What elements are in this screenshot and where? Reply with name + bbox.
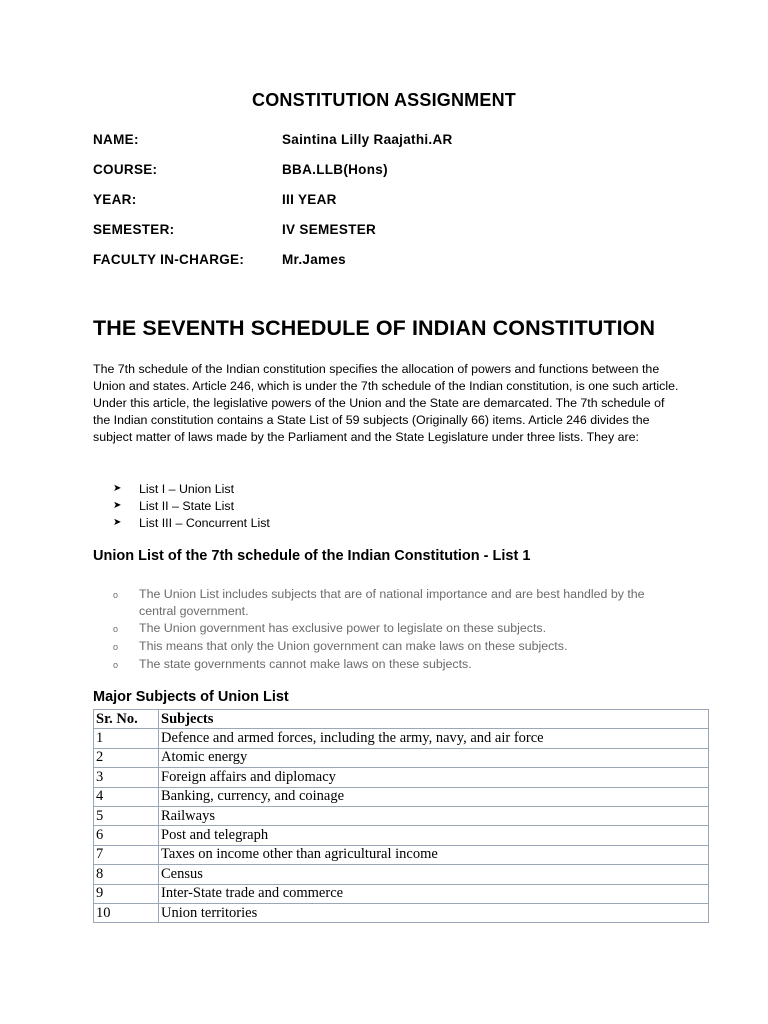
table-header-row [94,710,709,729]
arrow-bullet-icon: ➤ [113,500,122,511]
table-cell: Atomic energy [159,748,709,767]
info-row-course [93,154,453,184]
info-value: III YEAR [282,191,337,207]
list-item [113,656,683,674]
list-item-text: The state governments cannot make laws on these subjects. [139,657,472,671]
table-row [94,884,709,903]
list-item [113,620,683,638]
list-item-text: The Union government has exclusive power to legislate on these subjects. [139,621,547,635]
arrow-bullet-icon: ➤ [113,517,122,528]
list-item [113,514,270,531]
circle-bullet-icon: o [113,642,119,652]
info-row-semester [93,214,453,244]
table-row [94,845,709,864]
table-cell: 4 [94,787,159,806]
table-cell: 3 [94,768,159,787]
info-value: Saintina Lilly Raajathi.AR [282,131,453,147]
table-row [94,768,709,787]
list-item-text: List III – Concurrent List [139,515,270,530]
table-cell: Census [159,865,709,884]
table-cell: Post and telegraph [159,826,709,845]
table-row [94,826,709,845]
union-list-heading: Union List of the 7th schedule of the Indian Constitution - List 1 [93,548,531,564]
circle-bullet-icon: o [113,590,119,600]
table-cell: Inter-State trade and commerce [159,884,709,903]
info-row-name [93,124,453,154]
table-row [94,787,709,806]
table-row [94,865,709,884]
table-cell: 8 [94,865,159,884]
info-row-year [93,184,453,214]
info-label: NAME: [93,131,139,147]
table-heading: Major Subjects of Union List [93,689,289,705]
circle-bullet-icon: o [113,660,119,670]
subjects-table [93,709,709,923]
intro-paragraph: The 7th schedule of the Indian constitution specifies the allocation of powers and functions between the Union and states. Article 246, which is under the 7th schedule of the Indian constitution, is one such article. Under this article, the legislative powers of the Union and the State are demarcated. The 7th schedule of the Indian constitution contains a State List of 59 subjects (Originally 66) items. Article 246 divides the subject matter of laws made by the Parliament and the State Legislature under three lists. They are: [93,362,679,444]
table-cell: 5 [94,806,159,825]
table-cell: Foreign affairs and diplomacy [159,768,709,787]
table-cell: 6 [94,826,159,845]
table-cell: Defence and armed forces, including the army, navy, and air force [159,729,709,748]
info-label: YEAR: [93,191,137,207]
table-cell: Railways [159,806,709,825]
document-title: CONSTITUTION ASSIGNMENT [252,90,516,110]
table-cell: 1 [94,729,159,748]
header-cell: Subjects [159,710,709,729]
info-value: IV SEMESTER [282,221,377,237]
student-info [93,124,453,274]
table-cell: Banking, currency, and coinage [159,787,709,806]
list-item [113,586,683,620]
circle-bullet-icon: o [113,624,119,634]
lists-bullet-list [113,480,270,531]
table-row [94,748,709,767]
table-cell: 10 [94,903,159,922]
list-item [113,497,270,514]
section-heading: THE SEVENTH SCHEDULE OF INDIAN CONSTITUTION [93,316,656,340]
info-label: SEMESTER: [93,221,175,237]
table-cell: Taxes on income other than agricultural income [159,845,709,864]
table-row [94,903,709,922]
union-points-list [113,586,683,674]
table-row [94,806,709,825]
list-item [113,638,683,656]
info-row-faculty [93,244,453,274]
list-item [113,480,270,497]
table-row [94,729,709,748]
list-item-text: List II – State List [139,498,235,513]
arrow-bullet-icon: ➤ [113,483,122,494]
table-cell: 7 [94,845,159,864]
table-cell: 9 [94,884,159,903]
info-label: COURSE: [93,161,158,177]
list-item-text: List I – Union List [139,481,235,496]
info-value: BBA.LLB(Hons) [282,161,388,177]
list-item-text: The Union List includes subjects that are of national importance and are best handled by the central government. [139,587,645,618]
table-cell: Union territories [159,903,709,922]
list-item-text: This means that only the Union government can make laws on these subjects. [139,639,568,653]
table-cell: 2 [94,748,159,767]
info-value: Mr.James [282,251,346,267]
info-label: FACULTY IN-CHARGE: [93,251,245,267]
header-cell: Sr. No. [94,710,159,729]
